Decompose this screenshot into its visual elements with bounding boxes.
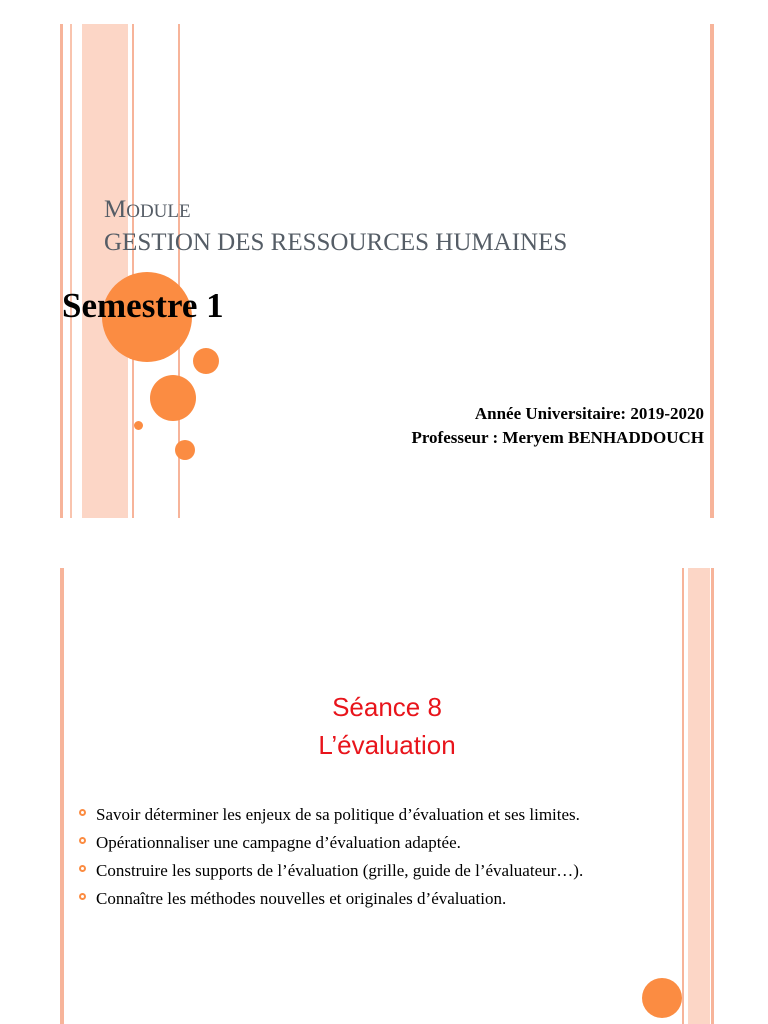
session-slide bbox=[60, 568, 714, 1024]
decorative-stripe bbox=[688, 568, 710, 1024]
decorative-circle bbox=[150, 375, 196, 421]
professor-name: Professeur : Meryem BENHADDOUCH bbox=[411, 428, 704, 447]
module-heading: MODULE bbox=[104, 196, 191, 223]
decorative-circle bbox=[193, 348, 219, 374]
module-subtitle: GESTION DES RESSOURCES HUMAINES bbox=[104, 229, 568, 256]
decorative-circle bbox=[134, 421, 143, 430]
semester-title: Semestre 1 bbox=[62, 286, 224, 325]
bullet-circle-icon bbox=[79, 865, 86, 872]
decorative-stripe bbox=[60, 568, 64, 1024]
title-slide bbox=[60, 24, 714, 518]
objectives-list bbox=[78, 804, 668, 916]
academic-year: Année Universitaire: 2019-2020 bbox=[474, 404, 704, 423]
decorative-stripe bbox=[132, 24, 134, 518]
decorative-stripe bbox=[82, 24, 128, 518]
bullet-circle-icon bbox=[79, 837, 86, 844]
decorative-circle bbox=[642, 978, 682, 1018]
decorative-stripe bbox=[70, 24, 72, 518]
bullet-circle-icon bbox=[79, 809, 86, 816]
module-title bbox=[104, 194, 567, 258]
list-item: Connaître les méthodes nouvelles et originales d’évaluation. bbox=[78, 888, 668, 909]
decorative-stripe bbox=[711, 568, 714, 1024]
decorative-stripe bbox=[682, 568, 684, 1024]
decorative-stripe bbox=[710, 24, 714, 518]
list-item: Savoir déterminer les enjeux de sa politique d’évaluation et ses limites. bbox=[78, 804, 668, 825]
decorative-circle bbox=[175, 440, 195, 460]
session-number: Séance 8 bbox=[332, 692, 442, 722]
list-item: Construire les supports de l’évaluation (grille, guide de l’évaluateur…). bbox=[78, 860, 668, 881]
course-meta bbox=[411, 402, 704, 450]
bullet-circle-icon bbox=[79, 893, 86, 900]
decorative-stripe bbox=[60, 24, 63, 518]
list-item: Opérationnaliser une campagne d’évaluation adaptée. bbox=[78, 832, 668, 853]
session-heading bbox=[60, 688, 714, 764]
session-topic: L’évaluation bbox=[318, 730, 456, 760]
